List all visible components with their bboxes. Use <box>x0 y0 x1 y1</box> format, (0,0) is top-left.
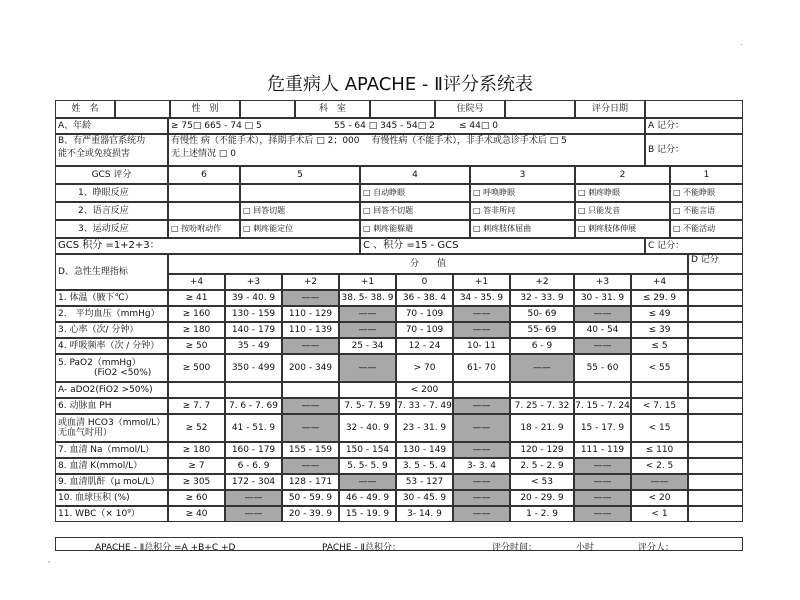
physio-value-cell: 155 - 159 <box>282 442 339 458</box>
physio-row-label-text: 1. 体温（腋下℃） <box>58 292 134 303</box>
physio-row-label-text: 10. 血球压积 (%) <box>58 492 130 503</box>
physio-value-cell: 46 - 49. 9 <box>339 490 396 506</box>
physio-value-cell: 18 - 21. 9 <box>510 414 574 442</box>
physio-value-cell <box>282 382 339 398</box>
physio-value-cell: 12 - 24 <box>396 338 453 354</box>
physio-value-cell: —— <box>339 474 396 490</box>
gcs-option[interactable]: □ 答非所问 <box>470 202 575 220</box>
gcs-option[interactable]: □ 刺疼能躲避 <box>360 220 470 238</box>
d-score-cell[interactable] <box>688 306 743 322</box>
physio-value-cell: 3. 5 - 5. 4 <box>396 458 453 474</box>
physio-row-label-text-2: (FiO2 <50%) <box>94 368 152 378</box>
physio-value-cell: < 1 <box>631 506 688 522</box>
physio-value-cell: 2. 5 - 2. 9 <box>510 458 574 474</box>
d-score-cell[interactable] <box>688 398 743 414</box>
physio-value-cell: 25 - 34 <box>339 338 396 354</box>
date-field[interactable] <box>645 100 743 118</box>
organ-label <box>55 134 168 166</box>
d-score-cell[interactable] <box>688 458 743 474</box>
physio-row-label <box>55 458 168 474</box>
physio-value-cell: —— <box>453 506 510 522</box>
physio-value-cell: ≥ 180 <box>168 442 225 458</box>
gcs-option[interactable]: □ 刺疼睁眼 <box>575 184 670 202</box>
eval-time: 评分时间： <box>492 543 538 553</box>
sex-label: 性 别 <box>170 100 240 118</box>
sex-field[interactable] <box>240 100 295 118</box>
physio-value-cell: 7. 5- 7. 59 <box>339 398 396 414</box>
physio-value-cell: ≥ 52 <box>168 414 225 442</box>
physio-value-cell: —— <box>574 490 631 506</box>
physio-value-cell: < 7. 15 <box>631 398 688 414</box>
gcs-row-label: 3、运动反应 <box>55 220 168 238</box>
physio-value-cell: —— <box>339 322 396 338</box>
gcs-option[interactable]: □ 只能发音 <box>575 202 670 220</box>
age-options <box>168 118 645 134</box>
evaluator-label: 评分人： <box>638 543 675 553</box>
gcs-score-4: 3 <box>470 166 575 184</box>
gcs-option[interactable]: □ 刺疼肢体伸展 <box>575 220 670 238</box>
physio-value-cell: 120 - 129 <box>510 442 574 458</box>
physio-value-cell: 160 - 179 <box>225 442 282 458</box>
physio-value-cell: 111 - 119 <box>574 442 631 458</box>
physio-value-cell <box>339 382 396 398</box>
physio-value-cell: —— <box>225 506 282 522</box>
physio-value-cell: —— <box>574 306 631 322</box>
physio-value-cell: 150 - 154 <box>339 442 396 458</box>
name-label: 姓 名 <box>55 100 115 118</box>
physio-value-cell: 55- 69 <box>510 322 574 338</box>
physio-row-label <box>55 506 168 522</box>
organ-options <box>168 134 645 166</box>
d-score-cell[interactable] <box>688 474 743 490</box>
physio-value-cell: < 53 <box>510 474 574 490</box>
physio-value-cell: 15 - 19. 9 <box>339 506 396 522</box>
d-score-cell[interactable] <box>688 490 743 506</box>
physio-row-label <box>55 338 168 354</box>
physio-row-label-text: 6. 动脉血 PH <box>58 400 112 411</box>
gcs-option[interactable] <box>168 202 240 220</box>
total-formula: APACHE - Ⅱ总积分 =A +B+C +D <box>95 543 236 553</box>
gcs-option[interactable]: □ 不能睁眼 <box>670 184 743 202</box>
gcs-score-3: 4 <box>360 166 470 184</box>
value-col-header: +4 <box>631 274 688 290</box>
organ-label-line1: B、有严重器官系统功 <box>58 136 146 146</box>
physio-value-cell: —— <box>574 458 631 474</box>
physio-value-cell: < 2. 5 <box>631 458 688 474</box>
d-score-cell[interactable] <box>688 414 743 442</box>
physio-value-cell: 50- 69 <box>510 306 574 322</box>
physio-value-cell: —— <box>453 490 510 506</box>
physio-value-cell: 110 - 139 <box>282 322 339 338</box>
physio-value-cell <box>225 382 282 398</box>
physio-value-cell: 53 - 127 <box>396 474 453 490</box>
physio-value-cell: 6 - 9 <box>510 338 574 354</box>
gcs-option[interactable] <box>168 184 240 202</box>
gcs-option[interactable]: □ 刺疼肢体屈曲 <box>470 220 575 238</box>
value-col-header: +3 <box>574 274 631 290</box>
physio-value-cell: —— <box>453 442 510 458</box>
physio-value-cell: —— <box>574 474 631 490</box>
value-col-header: +1 <box>339 274 396 290</box>
age-options-left: ≥ 75□ 665 - 74 □ 5 <box>171 120 262 131</box>
physio-value-cell: 350 - 499 <box>225 354 282 382</box>
bed-label: 住院号 <box>435 100 505 118</box>
physio-value-cell: —— <box>453 322 510 338</box>
apache-ii-table <box>55 100 743 550</box>
physio-row-label-text: 11. WBC（× 10⁹） <box>58 508 140 519</box>
c-total: C 、积分 =15 - GCS <box>360 238 645 254</box>
physio-value-cell <box>510 382 574 398</box>
d-score-cell[interactable] <box>688 290 743 306</box>
physio-value-cell: —— <box>453 414 510 442</box>
physio-row-label-text: 3. 心率（次/ 分钟） <box>58 324 139 335</box>
physio-value-cell: 20 - 39. 9 <box>282 506 339 522</box>
gcs-score-2: 5 <box>240 166 360 184</box>
physio-value-cell: —— <box>453 474 510 490</box>
physio-value-cell: ≤ 49 <box>631 306 688 322</box>
gcs-score-6: 1 <box>670 166 743 184</box>
physio-value-cell: 38. 5- 38. 9 <box>339 290 396 306</box>
physio-value-cell: 130 - 149 <box>396 442 453 458</box>
physio-value-cell: 130 - 159 <box>225 306 282 322</box>
d-score-cell[interactable] <box>688 382 743 398</box>
b-score: B 记分： <box>645 134 743 166</box>
physio-value-cell: 32 - 33. 9 <box>510 290 574 306</box>
gcs-row-label: 2、语言反应 <box>55 202 168 220</box>
value-col-header: +4 <box>168 274 225 290</box>
physio-row-label-text: 或血清 HCO3（mmol/L） <box>58 417 166 428</box>
gcs-option[interactable]: □ 按吩咐动作 <box>168 220 240 238</box>
physio-value-cell: 41 - 51. 9 <box>225 414 282 442</box>
physio-value-cell <box>168 382 225 398</box>
physio-value-cell: ≥ 50 <box>168 338 225 354</box>
eval-time-blank[interactable] <box>545 540 573 551</box>
physio-value-cell: 70 - 109 <box>396 322 453 338</box>
physio-value-cell: 128 - 171 <box>282 474 339 490</box>
physio-value-cell: ≥ 180 <box>168 322 225 338</box>
physio-value-cell: —— <box>339 306 396 322</box>
physio-row-label-text: A- aDO2(FiO2 >50%) <box>58 384 153 395</box>
physio-row-label <box>55 306 168 322</box>
corner-mark: ' <box>48 560 51 569</box>
physio-value-cell: 23 - 31. 9 <box>396 414 453 442</box>
value-col-header: +2 <box>510 274 574 290</box>
physio-value-cell: 40 - 54 <box>574 322 631 338</box>
physio-label: D、急性生理指标 <box>55 254 168 290</box>
gcs-option[interactable]: □ 回答切题 <box>240 202 360 220</box>
physio-row-label <box>55 398 168 414</box>
physio-value-cell: ≥ 41 <box>168 290 225 306</box>
physio-row-label <box>55 474 168 490</box>
gcs-option[interactable] <box>240 184 360 202</box>
physio-value-cell: —— <box>510 354 574 382</box>
physio-value-cell: 39 - 40. 9 <box>225 290 282 306</box>
gcs-option[interactable]: □ 不能言语 <box>670 202 743 220</box>
physio-value-cell: —— <box>282 458 339 474</box>
physio-value-cell: —— <box>282 338 339 354</box>
physio-value-cell: —— <box>339 354 396 382</box>
age-options-mid: 55 - 64 □ 345 - 54□ 2 <box>334 120 435 131</box>
gcs-option[interactable]: □ 呼唤睁眼 <box>470 184 575 202</box>
physio-value-cell: 7. 33 - 7. 49 <box>396 398 453 414</box>
physio-row-label-text: 5. PaO2（mmHg） <box>58 357 141 368</box>
physio-value-cell: 35 - 49 <box>225 338 282 354</box>
physio-row-label <box>55 490 168 506</box>
physio-row-label <box>55 442 168 458</box>
gcs-score-5: 2 <box>575 166 670 184</box>
physio-value-cell: 10- 11 <box>453 338 510 354</box>
physio-value-cell: < 15 <box>631 414 688 442</box>
physio-value-cell: 30 - 45. 9 <box>396 490 453 506</box>
d-score-cell[interactable] <box>688 506 743 522</box>
value-col-header: +2 <box>282 274 339 290</box>
physio-value-cell: 200 - 349 <box>282 354 339 382</box>
physio-value-cell: 61- 70 <box>453 354 510 382</box>
physio-value-cell: —— <box>453 306 510 322</box>
physio-value-cell: 55 - 60 <box>574 354 631 382</box>
physio-row-label-text: 8. 血清 K(mmol/L） <box>58 460 143 471</box>
physio-value-cell: 1 - 2. 9 <box>510 506 574 522</box>
physio-value-cell: 50 - 59. 9 <box>282 490 339 506</box>
physio-value-cell: —— <box>631 474 688 490</box>
physio-value-cell: 7. 15 - 7. 24 <box>574 398 631 414</box>
gcs-option[interactable]: □ 回答不切题 <box>360 202 470 220</box>
physio-value-cell: ≤ 39 <box>631 322 688 338</box>
physio-row-label-text: 9. 血清肌酐（μ moL/L） <box>58 476 160 487</box>
physio-row-label-text-2: 无血气时用） <box>58 428 113 438</box>
physio-value-cell: ≤ 5 <box>631 338 688 354</box>
d-score-cell[interactable] <box>688 338 743 354</box>
physio-value-cell: 36 - 38. 4 <box>396 290 453 306</box>
physio-value-cell: —— <box>574 338 631 354</box>
evaluator-blank[interactable] <box>680 540 738 551</box>
physio-value-cell: —— <box>453 398 510 414</box>
physio-row-label <box>55 322 168 338</box>
physio-value-cell: 32 - 40. 9 <box>339 414 396 442</box>
physio-value-cell: ≥ 7 <box>168 458 225 474</box>
d-score-cell[interactable] <box>688 354 743 382</box>
physio-value-cell: —— <box>225 490 282 506</box>
physio-value-cell: ≥ 7. 7 <box>168 398 225 414</box>
physio-value-cell <box>453 382 510 398</box>
physio-value-cell: 140 - 179 <box>225 322 282 338</box>
corner-mark: . <box>740 38 743 47</box>
physio-row-label <box>55 414 168 442</box>
physio-value-cell: ≥ 60 <box>168 490 225 506</box>
age-options-right: ≤ 44□ 0 <box>459 120 498 131</box>
physio-row-label-text: 2. 平均血压（mmHg） <box>58 308 160 319</box>
total-score: PACHE - Ⅱ总积分： <box>322 543 401 553</box>
dept-field[interactable] <box>370 100 435 118</box>
d-score-blank <box>688 274 743 290</box>
physio-value-cell: 3- 3. 4 <box>453 458 510 474</box>
physio-value-cell: ≥ 305 <box>168 474 225 490</box>
date-label: 评分日期 <box>575 100 645 118</box>
physio-value-cell <box>574 382 631 398</box>
value-col-header: +3 <box>225 274 282 290</box>
physio-value-cell: 15 - 17. 9 <box>574 414 631 442</box>
physio-value-cell: 3- 14. 9 <box>396 506 453 522</box>
page-title: 危重病人 APACHE - Ⅱ评分系统表 <box>266 74 533 95</box>
physio-row-label <box>55 290 168 306</box>
gcs-total: GCS 积分 =1+2+3： <box>55 238 360 254</box>
gcs-score-1: 6 <box>168 166 240 184</box>
physio-value-cell: —— <box>282 414 339 442</box>
d-score-cell[interactable] <box>688 322 743 338</box>
physio-value-cell: —— <box>282 398 339 414</box>
physio-value-cell: —— <box>574 506 631 522</box>
d-score-cell[interactable] <box>688 442 743 458</box>
value-col-header: 0 <box>396 274 453 290</box>
physio-value-cell: —— <box>282 290 339 306</box>
c-score: C 记分： <box>645 238 743 254</box>
physio-value-cell: ≥ 40 <box>168 506 225 522</box>
physio-value-cell: 7. 25 - 7. 32 <box>510 398 574 414</box>
physio-value-cell: 7. 6 - 7. 69 <box>225 398 282 414</box>
age-label: A、年龄 <box>55 118 168 134</box>
physio-value-cell: > 70 <box>396 354 453 382</box>
organ-options-line2: 无上述情况 □ 0 <box>171 149 236 160</box>
physio-value-cell: 34 - 35. 9 <box>453 290 510 306</box>
physio-value-cell: ≥ 160 <box>168 306 225 322</box>
physio-value-cell: 110 - 129 <box>282 306 339 322</box>
physio-value-cell: 6 - 6. 9 <box>225 458 282 474</box>
organ-label-line2: 能不全或免疫损害 <box>58 149 131 160</box>
physio-row-label <box>55 382 168 398</box>
physio-value-cell: < 55 <box>631 354 688 382</box>
physio-value-cell: 5. 5- 5. 9 <box>339 458 396 474</box>
gcs-header: GCS 评分 <box>55 166 168 184</box>
physio-value-cell: 20 - 29. 9 <box>510 490 574 506</box>
physio-value-cell: 70 - 109 <box>396 306 453 322</box>
value-col-header: +1 <box>453 274 510 290</box>
organ-options-line1: 有慢性 病（不能手术），择期手术后 □ 2；000 有慢性病（不能手术），非手术或急诊手术后 □ 5 <box>171 136 567 146</box>
physio-value-cell <box>631 382 688 398</box>
hour-label: 小时 <box>576 543 595 553</box>
physio-value-cell: ≤ 110 <box>631 442 688 458</box>
physio-row-label-text: 4. 呼吸频率（次 / 分钟） <box>58 340 160 351</box>
physio-value-cell: < 20 <box>631 490 688 506</box>
physio-value-cell: 172 - 304 <box>225 474 282 490</box>
physio-value-cell: ≥ 500 <box>168 354 225 382</box>
physio-value-cell: < 200 <box>396 382 453 398</box>
name-field[interactable] <box>115 100 170 118</box>
physio-value-cell: ≤ 29. 9 <box>631 290 688 306</box>
dept-label: 科 室 <box>295 100 370 118</box>
gcs-option[interactable]: □ 自动睁眼 <box>360 184 470 202</box>
physio-value-cell: 30 - 31. 9 <box>574 290 631 306</box>
gcs-option[interactable]: □ 刺疼能定位 <box>240 220 360 238</box>
physio-row-label-text: 7. 血清 Na（mmol/L） <box>58 444 155 455</box>
physio-row-label <box>55 354 168 382</box>
value-header: 分 值 <box>168 254 688 274</box>
gcs-row-label: 1、睁眼反应 <box>55 184 168 202</box>
bed-field[interactable] <box>505 100 575 118</box>
a-score: A 记分： <box>645 118 743 134</box>
gcs-option[interactable]: □ 不能活动 <box>670 220 743 238</box>
d-score: D 记分 <box>688 254 743 274</box>
